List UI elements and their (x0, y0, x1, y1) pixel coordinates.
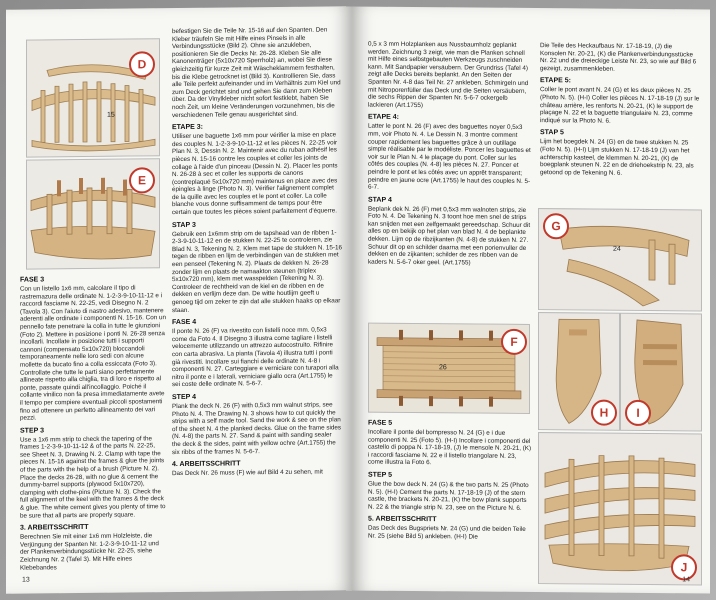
arbeitsschritt3-text: Berechnen Sie mit einer 1x6 mm Holzleiste, die Verjüngung der Spanten Nr. 1-2-3-9-10-11-12 und der Plankenverbindungsstücke Nr. 22-25, siehe Zeichnung Nr. 2 (Tafel 3). Mit Hilfe eines Klebebandes (20, 532, 159, 572)
step5-text: Glue the bow deck N. 24 (G) & the two parts N. 25 (Photo N. 5). (H-I) Cement the parts N. 17-18-19 (J) of the stern castle, the brackets N. 20-21, (K) the bow plank supports N. 22 & the triangle strip N. 23, see on the Picture N. 6. (368, 480, 529, 512)
arbeitsschritt4-text: Das Deck Nr. 26 muss (F) wie auf Bild 4 zu sehen, mit (172, 468, 323, 478)
arbeitsschritt5-continued: Die Teile des Heckaufbaus Nr. 17-18-19, (J) die Konsolen Nr. 20-21, (K) die Plankenverbindungsstücke Nr. 22 und die dreieckige Leiste Nr. 23, so wie auf Bild 6 gezeigt, zusammenkleben. (540, 42, 697, 73)
right-page-column-2 (540, 42, 700, 181)
arbeitsschritt5-heading: 5. ARBEITSSCHRITT (368, 515, 437, 524)
fase5-text: Incollare il ponte del bompresso N. 24 (G) e i due componenti N. 25 (Foto 5). (H-I) Incollare i componenti del castello di poppa N. 17-18-19, (J) le mensole N. 20-21, (K) i raccordi fasciame N. 22 e il listello triangolare N. 23, come illustra la Foto 6. (368, 428, 532, 467)
photo-j-label: J (671, 554, 697, 580)
photo-h (538, 312, 620, 431)
stap5-heading: STAP 5 (540, 129, 564, 137)
photo-d (26, 38, 160, 157)
left-page-column-2 (172, 26, 342, 480)
photo-g-label: G (543, 213, 569, 239)
arbeitsschritt5-text: Das Deck des Bugspriets Nr. 24 (G) und die beiden Teile Nr. 25 (siehe Bild 5) ankleben. (H-I) Die (368, 524, 526, 541)
stap5-text: Lijm het boegdek N. 24 (G) en de twee stukken N. 25 (Foto N. 5). (H-I) Lijm stukken N. 17-18-19 (J) van het achterschip kasteel, de klemmen N. 20-21, (K) de boegplank steunen N. 22 en de driehoekstrip N. 23, als getoond op de Tekening N. 6. (540, 138, 694, 177)
right-page-column-1-lower (368, 415, 532, 545)
stap3-text: Gebruik een 1x6mm strip om de tapshead van de ribben 1-2-3-9-10-11-12 en de stukken N. 22-25 te controleren, zie Blad N. 3, Tekening N. 2. Klem met tape de stukken N. 15-16 tegen de ribben en lijm de verbindingen van de stukken met een penseel (Tekening N. 2). Plaats de dekken N. 26-28 zonder lijm en plaats de namaakton steunen (triplex 5x10x720 mm), klem met wasspelden (Tekening N. 3). Controleer de rechtheid van de kiel en de ribben en de dekken en verlijm deze dan. De witte houtlijm geeft u genoeg tijd om zeker te zijn dat alle stukken haaks op elkaar staan. (172, 229, 342, 314)
photo-j (538, 432, 702, 585)
stap4-text: Beplank dek N. 26 (F) met 0,5x3 mm walnoten strips, zie Foto N. 4. De Tekening N. 3 toont hoe men snel de strips kan snijden met een zelfgemaakt gereedschap. Schuur dit alles op en bekijk op het plan van blad N. 4 de beplankte dekken. Lijm op de ribzijkanten (N. 4-8) de stukken N. 27. Schuur dit op en schilder daarna met een porienvuller de dekken en de zijkanten; schilder de zes ribben van de kaders N. 5-6-7 oker geel. (Art.1755) (368, 205, 531, 267)
fase3-heading: FASE 3 (20, 276, 45, 284)
photo-f-label: F (501, 329, 527, 355)
arbeitsschritt4-heading: 4. ARBEITSSCHRITT (172, 460, 241, 469)
left-page (6, 6, 352, 594)
arbeitsschritt3-continued: befestigen Sie die Teile Nr. 15-16 auf den Spanten. Den Kleber träufeln Sie mit Hilfe eines Pinsels in alle Verbindungsstücke (Bild 2). Ohne sie anzukleben, positionieren Sie die Decks Nr. 26-28. Kleben Sie alle Kanonenträger (5x10x720 Sperrholz) an, wobei Sie diese gleichzeitig für kurze Zeit mit Wäscheklammern festhalten, bis die Klebe getrocknet ist (Bild 3). Kontrollieren Sie, dass alle Teile perfekt aufeinander und im Verhältnis zum Kiel und zum Deck gerichtet sind und gehen Sie dann zum Kleben über. Da der Vinylkleber nicht sofort festklebt, haben Sie noch Zeit, um kleine Veränderungen vorzunehmen, bis die verschiedenen Teile genau ausgerichtet sind. (172, 26, 341, 119)
photo-e-label: E (129, 167, 155, 193)
photo-f-part-number: 26 (439, 364, 447, 372)
step3-text: Use a 1x6 mm strip to check the tapering of the frames 1-2-3-9-10-11-12 & of the parts N. 22-25, see Sheet N. 3, Drawing N. 2. Clamp with tape the pieces N. 15-16 against the frames & glue the joints of the parts with the help of a brush (Picture N. 2). Place the decks 26-28, with no glue & cement the dummy-barrel supports (plywood 5x10x720), clamping with clothe-pins (Picture N. 3). Check the full alignment of the keel with the frames & the deck & glue. The white cement gives you plenty of time to be sure that all parts are properly square. (20, 434, 166, 520)
stap4-heading: STAP 4 (368, 196, 392, 204)
etape4-text: Latter le pont N. 26 (F) avec des baguettes noyer 0,5x3 mm, voir Photo N. 4. Le Dessin N. 3 montre comment couper rapidement les baguettes grâce à un outillage simple réalisable par le modéliste. Poncer les baguettes et voir sur le Plan N. 4 le plaçage du pont. Coller sur les côtés des couples (N. 4-8) les pièces N. 27. Poncer et peindre le pont et les côtés avec un apprêt transparent; peindre en jaune ocre (Art.1755) le haut des couples N. 5-6-7. (368, 122, 531, 191)
fase3-text: Con un listello 1x6 mm, calcolare il tipo di rastremazura delle ordinate N. 1-2-3-9-10-11-12 e i raccordi fasciame N. 22-25, vedi Disegno N. 2 (Tavola 3). Con l'aiuto di nastro adesivo, mantenere aderenti alle ordinate i componenti N. 15-16. Con un pennello fate penetrare la colla in tutte le giunzioni (Foto 2). Mettere in posizione i ponti N. 26-28 senza incollarli. Incollate in posizione tutti i supporti cannoni (compensato 5x10x720) bloccandoli temporaneamente nelle loro sedi con alcune mollette da bucato fino a colla essiccata (Foto 3). Controllate che tutte le parti siano perfettamente allineate rispetto alla chiglia, tra di loro e rispetto al ponte, passate quindi all'incollaggio. Poiché il collante vinilico non fa presa immediatamente avete il tempo per compiere eventuali piccoli spostamenti fino ad ottenere un perfetto allineamento dei vari pezzi. (20, 284, 166, 422)
photo-g (538, 208, 702, 311)
fase4-heading: FASE 4 (172, 319, 197, 327)
left-page-column-1 (20, 270, 166, 575)
step3-heading: STEP 3 (20, 427, 44, 435)
etape3-heading: ETAPE 3: (172, 123, 203, 132)
photo-i-label: I (625, 400, 651, 426)
etape3-text: Utiliser une baguette 1x6 mm pour vérifier la mise en place des couples N. 1-2-3-9-10-11-12 et les pièces N. 22-25 voir Plan N. 3, Dessin N. 2. Maintenir avec du ruban adhésif les pièces N. 15-16 contre les couples et coller les joints de collage à l'aide d'un pinceau (Dessin N. 2). Placer les ponts N. 26-28 à sec et coller les supports de canons (contreplaqué 5x10x720 mm) maintenus en place avec des épingles à linge (Photo N. 3). Vérifier l'alignement complet de la quille avec les couples et le pont et coller. La colle blanche vous donne suffisamment de temps pour être certain que toutes les pièces soient parfaitement d'équerre. (172, 131, 338, 217)
step4-heading: STEP 4 (172, 393, 196, 402)
photo-d-part-number: 15 (107, 111, 115, 119)
etape5-text: Coller le pont avant N. 24 (G) et les deux pièces N. 25 (Photo N. 5). (H-I) Coller les pièces N. 17-18-19 (J) sur le château arrière, les renforts N. 20-21, (K) le support de plaçage N. 22 et la baguette triangulaire N. 23, comme indiqué sur la Photo N. 6. (540, 86, 700, 125)
photo-d-label: D (129, 51, 155, 77)
photo-e (26, 158, 160, 269)
right-page (352, 6, 710, 593)
arbeitsschritt3-heading: 3. ARBEITSSCHRITT (20, 524, 89, 532)
fase5-heading: FASE 5 (368, 419, 393, 427)
arbeitsschritt4-continued: 0,5 x 3 mm Holzplanken aus Nussbaumholz geplankt werden. Zeichnung 3 zeigt, wie man die Planken schnell mit Hilfe eines selbstgebauten Werkzeugs zuschneiden kann. Mit Sandpapier versäubern. Der Grundriss (Tafel 4) zeigt alle Decks bereits beplankt. An den Seiten der Spanten Nr. 4-8 das Teil Nr. 27 ankleben. Schmirgeln und mit Nitroporenfüller das Deck und die Seiten versäubern, die sechs Rippen der Spanten Nr. 5-6-7 ockergelb lackieren (Art.1755) (368, 40, 529, 109)
photo-i (620, 313, 702, 432)
stap3-heading: STAP 3 (172, 221, 196, 229)
right-page-column-1 (368, 41, 532, 271)
right-page-number: 14 (682, 576, 690, 584)
step4-text: Plank the deck N. 26 (F) with 0,5x3 mm walnut strips, see Photo N. 4. The Drawing N. 3 shows how to cut quickly the strips with a self made tool. Sand the work & see on the plan of the sheet N. 4 the planked decks. Glue on the frame sides (N. 4-8) the parts N. 27. Sand & paint with sanding sealer the deck & the sides, paint with yellow ochre (Art.1755) the six ribbs of the frames N. 5-6-7. (172, 401, 342, 456)
etape4-heading: ETAPE 4: (368, 113, 399, 122)
photo-g-part-number: 24 (613, 245, 621, 253)
step5-heading: STEP 5 (368, 471, 392, 479)
photo-f (368, 323, 530, 414)
photo-h-label: H (591, 400, 617, 426)
left-page-number: 13 (22, 576, 30, 584)
etape5-heading: ETAPE 5: (540, 77, 571, 85)
fase4-text: Il ponte N. 26 (F) va rivestito con listelli noce mm. 0,5x3 come da Foto 4. Il Disegno 3 illustra come tagliare i listelli velocemente utilizzando un attrezzo autocostruito. Rifinire con carta abrasiva. La pianta (Tavola 4) illustra tutti i ponti già rivestiti. Incollare sui fianchi delle ordinate N. 4-8 i componenti N. 27. Carteggiare e verniciare con turapori alla nitro il ponte e i laterali, verniciare giallo ocra (Art.1755) le sei coste delle ordinate N. 5-6-7. (172, 326, 339, 389)
